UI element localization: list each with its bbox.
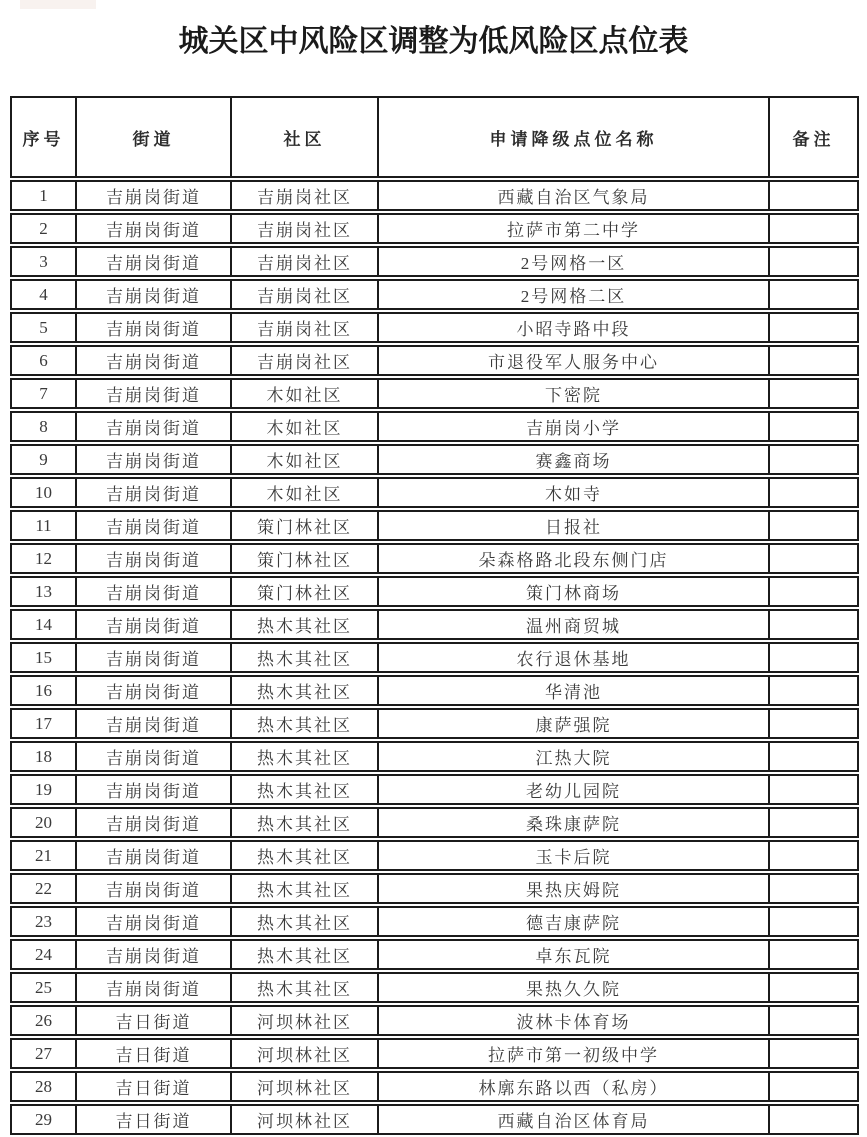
cell-site-name: 小昭寺路中段 [377, 312, 768, 343]
cell-community: 河坝林社区 [230, 1038, 377, 1069]
cell-street: 吉崩岗街道 [75, 906, 230, 937]
cell-street: 吉崩岗街道 [75, 972, 230, 1003]
cell-index: 14 [10, 609, 75, 640]
cell-street: 吉崩岗街道 [75, 939, 230, 970]
cell-remark [768, 411, 859, 442]
cell-street: 吉崩岗街道 [75, 543, 230, 574]
cell-index: 1 [10, 180, 75, 211]
cell-index: 29 [10, 1104, 75, 1135]
cell-community: 河坝林社区 [230, 1071, 377, 1102]
cell-site-name: 朵森格路北段东侧门店 [377, 543, 768, 574]
cell-community: 热木其社区 [230, 774, 377, 805]
cell-index: 8 [10, 411, 75, 442]
cell-community: 热木其社区 [230, 675, 377, 706]
cell-street: 吉崩岗街道 [75, 675, 230, 706]
table-row [10, 312, 859, 343]
cell-site-name: 2号网格二区 [377, 279, 768, 310]
table-row [10, 906, 859, 937]
cell-site-name: 拉萨市第一初级中学 [377, 1038, 768, 1069]
cell-index: 24 [10, 939, 75, 970]
cell-index: 16 [10, 675, 75, 706]
cell-site-name: 赛鑫商场 [377, 444, 768, 475]
cell-street: 吉崩岗街道 [75, 609, 230, 640]
table-row [10, 1104, 859, 1135]
cell-community: 热木其社区 [230, 807, 377, 838]
cell-remark [768, 906, 859, 937]
cell-site-name: 江热大院 [377, 741, 768, 772]
table-row [10, 180, 859, 211]
cell-community: 木如社区 [230, 477, 377, 508]
cell-street: 吉日街道 [75, 1104, 230, 1135]
cell-community: 热木其社区 [230, 939, 377, 970]
cell-remark [768, 840, 859, 871]
cell-remark [768, 1005, 859, 1036]
cell-community: 策门林社区 [230, 510, 377, 541]
cell-site-name: 市退役军人服务中心 [377, 345, 768, 376]
cell-street: 吉崩岗街道 [75, 378, 230, 409]
cell-remark [768, 180, 859, 211]
cell-street: 吉崩岗街道 [75, 345, 230, 376]
cell-remark [768, 708, 859, 739]
cell-site-name: 日报社 [377, 510, 768, 541]
cell-index: 28 [10, 1071, 75, 1102]
cell-index: 9 [10, 444, 75, 475]
cell-site-name: 果热久久院 [377, 972, 768, 1003]
cell-street: 吉崩岗街道 [75, 411, 230, 442]
cell-index: 5 [10, 312, 75, 343]
cell-site-name: 老幼儿园院 [377, 774, 768, 805]
cell-index: 12 [10, 543, 75, 574]
cell-site-name: 温州商贸城 [377, 609, 768, 640]
cell-site-name: 玉卡后院 [377, 840, 768, 871]
cell-community: 热木其社区 [230, 972, 377, 1003]
page-title: 城关区中风险区调整为低风险区点位表 [178, 25, 689, 58]
table-header-row [10, 96, 859, 178]
cell-street: 吉日街道 [75, 1038, 230, 1069]
cell-community: 木如社区 [230, 444, 377, 475]
cell-street: 吉崩岗街道 [75, 576, 230, 607]
table-row [10, 411, 859, 442]
cell-index: 20 [10, 807, 75, 838]
table-row [10, 1038, 859, 1069]
cell-site-name: 木如寺 [377, 477, 768, 508]
cell-community: 热木其社区 [230, 708, 377, 739]
cell-site-name: 吉崩岗小学 [377, 411, 768, 442]
cell-index: 11 [10, 510, 75, 541]
cell-community: 热木其社区 [230, 873, 377, 904]
cell-street: 吉崩岗街道 [75, 444, 230, 475]
cell-site-name: 桑珠康萨院 [377, 807, 768, 838]
cell-site-name: 下密院 [377, 378, 768, 409]
cell-remark [768, 807, 859, 838]
cell-index: 13 [10, 576, 75, 607]
cell-remark [768, 543, 859, 574]
cell-site-name: 拉萨市第二中学 [377, 213, 768, 244]
cell-remark [768, 1104, 859, 1135]
cell-index: 19 [10, 774, 75, 805]
cell-community: 策门林社区 [230, 543, 377, 574]
cell-community: 热木其社区 [230, 609, 377, 640]
table-row [10, 246, 859, 277]
cell-index: 17 [10, 708, 75, 739]
cell-community: 吉崩岗社区 [230, 312, 377, 343]
cell-street: 吉崩岗街道 [75, 180, 230, 211]
table-row [10, 675, 859, 706]
table-row [10, 741, 859, 772]
table-row [10, 642, 859, 673]
column-header-street: 街道 [75, 96, 230, 178]
cell-remark [768, 477, 859, 508]
table-row [10, 1071, 859, 1102]
cell-street: 吉日街道 [75, 1071, 230, 1102]
cell-site-name: 波林卡体育场 [377, 1005, 768, 1036]
cell-index: 23 [10, 906, 75, 937]
table-row [10, 477, 859, 508]
cell-street: 吉崩岗街道 [75, 279, 230, 310]
table-row [10, 576, 859, 607]
cell-street: 吉崩岗街道 [75, 840, 230, 871]
cell-site-name: 2号网格一区 [377, 246, 768, 277]
cell-street: 吉崩岗街道 [75, 312, 230, 343]
risk-area-point-table [10, 94, 859, 1137]
column-header-index: 序号 [10, 96, 75, 178]
cell-site-name: 西藏自治区体育局 [377, 1104, 768, 1135]
table-row [10, 972, 859, 1003]
cell-street: 吉崩岗街道 [75, 741, 230, 772]
cell-index: 4 [10, 279, 75, 310]
cell-remark [768, 741, 859, 772]
cell-index: 25 [10, 972, 75, 1003]
table-row [10, 213, 859, 244]
scan-artifact [20, 0, 96, 9]
column-header-remark: 备注 [768, 96, 859, 178]
cell-site-name: 康萨强院 [377, 708, 768, 739]
cell-index: 2 [10, 213, 75, 244]
cell-site-name: 策门林商场 [377, 576, 768, 607]
table-row [10, 279, 859, 310]
cell-community: 吉崩岗社区 [230, 213, 377, 244]
cell-remark [768, 609, 859, 640]
column-header-site-name: 申请降级点位名称 [377, 96, 768, 178]
table-row [10, 840, 859, 871]
cell-index: 21 [10, 840, 75, 871]
cell-community: 木如社区 [230, 378, 377, 409]
cell-remark [768, 1071, 859, 1102]
cell-remark [768, 312, 859, 343]
cell-street: 吉崩岗街道 [75, 510, 230, 541]
cell-remark [768, 444, 859, 475]
cell-remark [768, 345, 859, 376]
cell-street: 吉崩岗街道 [75, 774, 230, 805]
table-row [10, 708, 859, 739]
table-row [10, 939, 859, 970]
cell-index: 22 [10, 873, 75, 904]
table-row [10, 378, 859, 409]
table-row [10, 345, 859, 376]
cell-street: 吉崩岗街道 [75, 642, 230, 673]
table-body [10, 180, 859, 1135]
cell-remark [768, 246, 859, 277]
cell-community: 热木其社区 [230, 642, 377, 673]
cell-remark [768, 279, 859, 310]
cell-index: 3 [10, 246, 75, 277]
cell-site-name: 德吉康萨院 [377, 906, 768, 937]
cell-street: 吉崩岗街道 [75, 213, 230, 244]
cell-remark [768, 510, 859, 541]
cell-street: 吉崩岗街道 [75, 807, 230, 838]
cell-remark [768, 213, 859, 244]
cell-community: 木如社区 [230, 411, 377, 442]
cell-site-name: 西藏自治区气象局 [377, 180, 768, 211]
cell-street: 吉崩岗街道 [75, 708, 230, 739]
cell-site-name: 华清池 [377, 675, 768, 706]
cell-site-name: 农行退休基地 [377, 642, 768, 673]
cell-index: 6 [10, 345, 75, 376]
cell-site-name: 果热庆姆院 [377, 873, 768, 904]
cell-remark [768, 576, 859, 607]
table-row [10, 609, 859, 640]
cell-index: 10 [10, 477, 75, 508]
table-row [10, 1005, 859, 1036]
table-row [10, 543, 859, 574]
cell-community: 吉崩岗社区 [230, 345, 377, 376]
cell-index: 15 [10, 642, 75, 673]
cell-remark [768, 378, 859, 409]
table-row [10, 444, 859, 475]
cell-community: 河坝林社区 [230, 1104, 377, 1135]
cell-community: 热木其社区 [230, 906, 377, 937]
cell-street: 吉崩岗街道 [75, 477, 230, 508]
cell-community: 吉崩岗社区 [230, 279, 377, 310]
cell-street: 吉崩岗街道 [75, 873, 230, 904]
cell-community: 吉崩岗社区 [230, 246, 377, 277]
cell-community: 热木其社区 [230, 741, 377, 772]
cell-street: 吉崩岗街道 [75, 246, 230, 277]
cell-community: 河坝林社区 [230, 1005, 377, 1036]
cell-community: 策门林社区 [230, 576, 377, 607]
cell-remark [768, 675, 859, 706]
cell-street: 吉日街道 [75, 1005, 230, 1036]
cell-remark [768, 774, 859, 805]
cell-site-name: 卓东瓦院 [377, 939, 768, 970]
cell-community: 吉崩岗社区 [230, 180, 377, 211]
table-row [10, 774, 859, 805]
cell-site-name: 林廓东路以西（私房） [377, 1071, 768, 1102]
cell-index: 26 [10, 1005, 75, 1036]
cell-remark [768, 972, 859, 1003]
cell-remark [768, 1038, 859, 1069]
column-header-community: 社区 [230, 96, 377, 178]
table-row [10, 873, 859, 904]
table-row [10, 510, 859, 541]
table-row [10, 807, 859, 838]
cell-index: 18 [10, 741, 75, 772]
cell-remark [768, 873, 859, 904]
cell-index: 27 [10, 1038, 75, 1069]
cell-index: 7 [10, 378, 75, 409]
cell-community: 热木其社区 [230, 840, 377, 871]
cell-remark [768, 939, 859, 970]
cell-remark [768, 642, 859, 673]
